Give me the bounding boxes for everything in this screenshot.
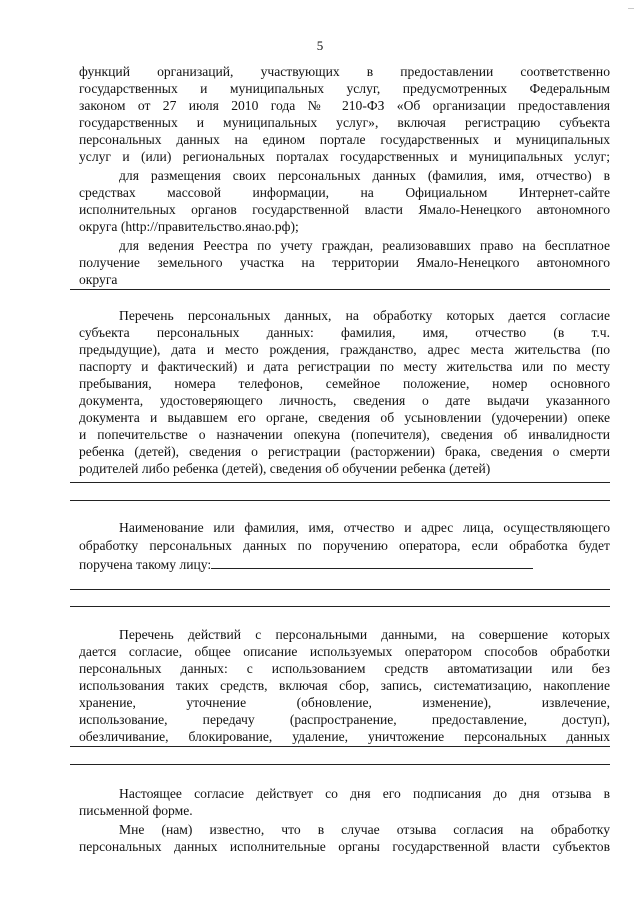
divider-rule [70,289,610,290]
paragraph-line: и попечительстве о назначении опекуна (попечителя), сведения об инвалидности [79,427,610,442]
paragraph-line: Мне (нам) известно, что в случае отзыва согласия на обработку [119,822,610,837]
blank-field[interactable] [211,556,533,569]
paragraph-line: услуг и (или) региональных порталах государственных и муниципальных услуг; [79,149,610,164]
paragraph-line: для ведения Реестра по учету граждан, реализовавших право на бесплатное [119,238,610,253]
paragraph-line: обработку персональных данных по поручению оператора, если обработка будет [79,538,610,553]
divider-rule [70,606,610,607]
paragraph-line: Перечень персональных данных, на обработку которых дается согласие [119,308,610,323]
divider-rule [70,500,610,501]
paragraph-line: письменной форме. [79,803,193,818]
fill-in-line [79,556,610,574]
paragraph-line: использование, передачу (распространение, предоставление, доступ), [79,712,610,727]
paragraph-line: родителей либо ребенка (детей), сведения об обучении ребенка (детей) [79,461,491,476]
paragraph-line: получение земельного участка на территории Ямало-Ненецкого автономного [79,255,610,270]
page-number: 5 [316,38,324,53]
paragraph-line: обезличивание, блокирование, удаление, уничтожение персональных данных [79,729,610,744]
paragraph-line: пребывания, номера телефонов, семейное положение, номер основного [79,376,610,391]
paragraph-line: Наименование или фамилия, имя, отчество и адрес лица, осуществляющего [119,520,610,535]
paragraph-line: законом от 27 июля 2010 года № 210-ФЗ «Об организации предоставления [79,98,610,113]
divider-rule [70,764,610,765]
divider-rule [70,482,610,483]
paragraph-line: ребенка (детей), сведения о регистрации (расторжении) брака, сведения о смерти [79,444,610,459]
paragraph-line: предыдущие), дата и место рождения, гражданство, адрес места жительства (по [79,342,610,357]
paragraph-line: паспорту и фактический) и дата регистрации по месту жительства или по месту [79,359,610,374]
paragraph-line: хранение, уточнение (обновление, изменение), извлечение, [79,695,610,710]
paragraph-line: субъекта персональных данных: фамилия, имя, отчество (в т.ч. [79,325,610,340]
paragraph-line: документа, удостоверяющего личность, сведения о дате выдачи указанного [79,393,610,408]
paragraph-line: средствах массовой информации, на Официальном Интернет-сайте [79,185,610,200]
paragraph-line: исполнительных органов государственной власти Ямало-Ненецкого автономного [79,202,610,217]
paragraph-line: округа (http://правительство.янао.рф); [79,219,299,234]
divider-rule [70,589,610,590]
paragraph-line: государственных и муниципальных услуг», включая регистрацию субъекта [79,115,610,130]
paragraph-line: для размещения своих персональных данных (фамилия, имя, отчество) в [119,168,610,183]
paragraph-line: персональных данных на едином портале государственных и муниципальных [79,132,610,147]
paragraph-line: дается согласие, общее описание используемых оператором способов обработки [79,644,610,659]
paragraph-line: Настоящее согласие действует со дня его подписания до дня отзыва в [119,786,610,801]
paragraph-line: функций организаций, участвующих в предоставлении соответственно [79,64,610,79]
paragraph-line: Перечень действий с персональными данными, на совершение которых [119,627,610,642]
corner-mark: ... [628,2,634,11]
paragraph-line: государственных и муниципальных услуг, предусмотренных Федеральным [79,81,610,96]
paragraph-text: поручена такому лицу: [79,557,212,572]
paragraph-line: персональных данных исполнительные органы государственной власти субъектов [79,839,610,854]
paragraph-line: использования таких средств, включая сбор, запись, систематизацию, накопление [79,678,610,693]
paragraph-line: персональных данных: с использованием средств автоматизации или без [79,661,610,676]
paragraph-line: документа и выдавшем его органе, сведения об усыновлении (удочерении) опеке [79,410,610,425]
divider-rule [70,746,610,747]
paragraph-line: округа [79,272,118,287]
